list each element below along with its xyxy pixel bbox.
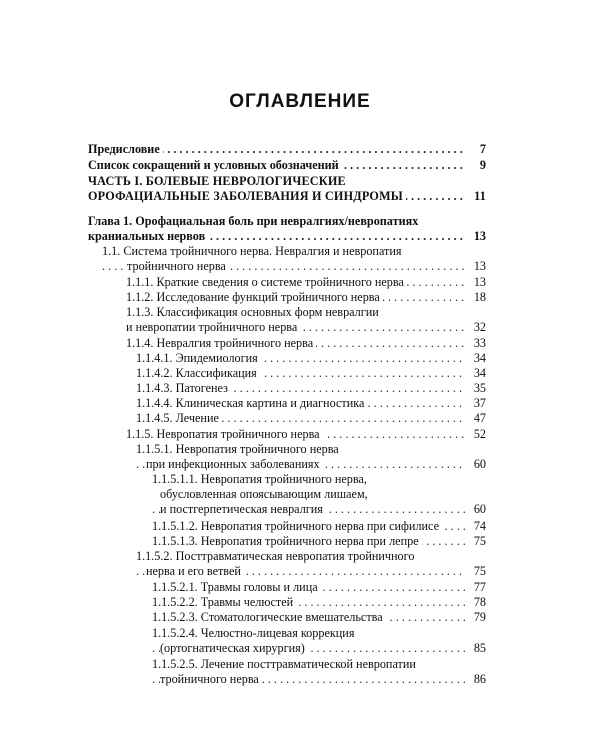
toc-entry[interactable] (88, 305, 486, 335)
toc-entry-text: 1.1.4.5. Лечение (136, 411, 222, 425)
toc-entry-text: 1.1.5.2.4. Челюстно-лицевая коррекция (152, 626, 357, 640)
toc-entry-text: Список сокращений и условных обозначений (88, 158, 342, 172)
page-title: ОГЛАВЛЕНИЕ (229, 91, 371, 112)
toc-entry-text: Предисловие (88, 142, 163, 156)
toc-entry-text: 1.1.4.2. Классификация (136, 366, 260, 380)
toc-page-number: 78 (466, 595, 486, 610)
toc-entry-text: краниальных нервов (88, 229, 208, 243)
toc-entry-text: Глава 1. Орофациальная боль при невралгиях/невропатиях (88, 214, 421, 228)
toc-entry-text: 1.1.4.4. Клиническая картина и диагностика (136, 396, 367, 410)
toc-entry-text: 1.1.5.1. Невропатия тройничного нерва (136, 442, 342, 456)
toc-entry-text: 1.1.5.2.5. Лечение посттравматической невропатии (152, 657, 419, 671)
toc-entry-text: 1.1.1. Краткие сведения о системе тройничного нерва (126, 275, 407, 289)
toc-entry-text: 1.1.5.2.1. Травмы головы и лица (152, 580, 321, 594)
toc-entry[interactable] (88, 396, 486, 411)
toc-entry[interactable] (88, 534, 486, 549)
toc-entry-text: тройничного нерва (127, 259, 229, 273)
toc-entry[interactable] (88, 626, 486, 656)
toc-entry[interactable] (88, 366, 486, 381)
toc-page-number: 32 (466, 320, 486, 335)
toc-page-number: 18 (466, 290, 486, 305)
toc-entry[interactable] (88, 442, 486, 472)
toc-entry[interactable] (88, 427, 486, 442)
toc-entry[interactable] (88, 290, 486, 305)
toc-page-number: 74 (466, 519, 486, 534)
toc-entry[interactable] (88, 158, 486, 173)
toc-page-number: 33 (466, 336, 486, 351)
toc-page-number: 9 (466, 158, 486, 173)
toc-entry[interactable] (88, 214, 486, 244)
toc-entry-text: и невропатии тройничного нерва (126, 320, 300, 334)
toc-entry[interactable] (88, 142, 486, 157)
toc-entry-text: ОРОФАЦИАЛЬНЫЕ ЗАБОЛЕВАНИЯ И СИНДРОМЫ (88, 189, 406, 203)
toc-entry-text: 1.1.4.1. Эпидемиология (136, 351, 261, 365)
toc-entry[interactable] (88, 351, 486, 366)
toc-entry-text: (ортогнатическая хирургия) (160, 641, 308, 655)
toc-entry-text: 1.1.3. Классификация основных форм невралгии (126, 305, 382, 319)
toc-page-number: 52 (466, 427, 486, 442)
toc-entry-text: и постгерпетическая невралгия (160, 502, 326, 516)
toc-entry-text: при инфекционных заболеваниях (146, 457, 323, 471)
toc-entry[interactable] (88, 174, 486, 204)
toc-page-number: 34 (466, 351, 486, 366)
toc-entry[interactable] (88, 381, 486, 396)
toc-page-number: 79 (466, 610, 486, 625)
toc-page-number: 13 (466, 259, 486, 274)
toc-entry-text: 1.1.5.2.3. Стоматологические вмешательства (152, 610, 386, 624)
toc-entry[interactable] (88, 244, 486, 274)
toc-entry[interactable] (88, 275, 486, 290)
toc-entry-text: обусловленная опоясывающим лишаем, (160, 487, 371, 501)
toc-page-number: 13 (466, 229, 486, 244)
toc-page-number: 47 (466, 411, 486, 426)
toc-entry-text: 1.1.5.1.1. Невропатия тройничного нерва, (152, 472, 370, 486)
toc-entry-text: 1.1.5.1.3. Невропатия тройничного нерва при лепре (152, 534, 422, 548)
toc-entry-text: тройничного нерва (160, 672, 262, 686)
toc-page-number: 77 (466, 580, 486, 595)
toc-entry[interactable] (88, 472, 486, 518)
toc-page-number: 86 (466, 672, 486, 687)
toc-entry-text: 1.1.5.2.2. Травмы челюстей (152, 595, 296, 609)
toc-page-number: 75 (466, 564, 486, 579)
toc-page-number: 13 (466, 275, 486, 290)
toc-entry-text: 1.1.5.2. Посттравматическая невропатия тройничного (136, 549, 417, 563)
toc-entry-text: ЧАСТЬ I. БОЛЕВЫЕ НЕВРОЛОГИЧЕСКИЕ (88, 174, 349, 188)
toc-entry[interactable] (88, 657, 486, 687)
toc-entry[interactable] (88, 411, 486, 426)
toc-page-number: 7 (466, 142, 486, 157)
toc-entry-text: 1.1.2. Исследование функций тройничного нерва (126, 290, 383, 304)
toc-page-number: 37 (466, 396, 486, 411)
toc-page-number: 75 (466, 534, 486, 549)
toc-page-number: 85 (466, 641, 486, 656)
toc-entry-text: 1.1.4. Невралгия тройничного нерва (126, 336, 316, 350)
toc-entry-text: 1.1.5.1.2. Невропатия тройничного нерва при сифилисе (152, 519, 442, 533)
toc-page-number: 35 (466, 381, 486, 396)
toc-entry-text: 1.1.4.3. Патогенез (136, 381, 231, 395)
toc-entry-text: нерва и его ветвей (146, 564, 244, 578)
toc-page-number: 34 (466, 366, 486, 381)
toc-page-number: 60 (466, 502, 486, 517)
toc-entry-text: 1.1.5. Невропатия тройничного нерва (126, 427, 323, 441)
toc-page-number: 60 (466, 457, 486, 472)
toc-entry-text: 1.1. Система тройничного нерва. Невралгия и невропатия (102, 244, 405, 258)
toc-entry[interactable] (88, 549, 486, 579)
toc-page-number: 11 (466, 189, 486, 204)
toc-entry[interactable] (88, 610, 486, 625)
toc-entry[interactable] (88, 595, 486, 610)
toc-entry[interactable] (88, 336, 486, 351)
toc-entry[interactable] (88, 580, 486, 595)
toc-entry[interactable] (88, 519, 486, 534)
